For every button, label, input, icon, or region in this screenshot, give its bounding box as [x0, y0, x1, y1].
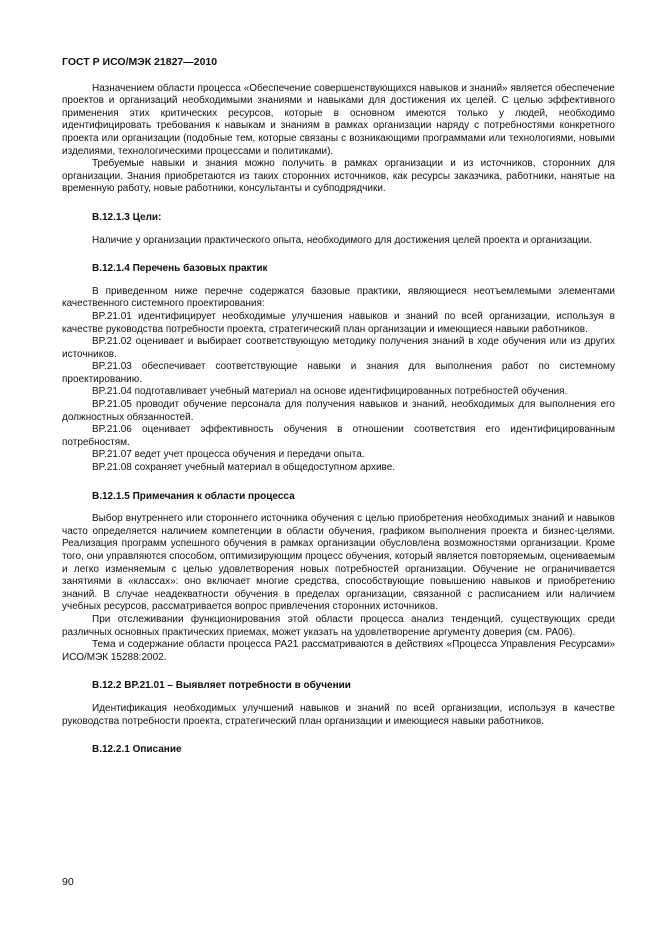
section-paragraph: Идентификация необходимых улучшений навыков и знаний по всей организации, используя в качестве руководства потребности проекта, стратегический план организации и имеющиеся навыки работников. — [62, 702, 615, 727]
section-heading-b1214: В.12.1.4 Перечень базовых практик — [92, 263, 268, 275]
practice-item: BP.21.07 ведет учет процесса обучения и передачи опыта. — [92, 449, 365, 461]
intro-paragraph: Назначением области процесса «Обеспечение совершенствующихся навыков и знаний» является обеспечение проектов и организаций необходимыми знаниями и навыками для достижения их целей. С целью эффективного применения этих критических ресурсов, которые в основном имеются только у людей, необходимо идентифицировать требования к навыкам и знаниям в рамках организации наряду с потребностями конкретного проекта или организации (подобные тем, которые связаны с возникающими программами или технологиями, новыми изделиями, технологическими процессами и политиками). — [62, 82, 615, 157]
document-header: ГОСТ Р ИСО/МЭК 21827—2010 — [62, 56, 218, 68]
section-heading-b122: В.12.2 BP.21.01 – Выявляет потребности в обучении — [92, 680, 351, 692]
practice-item: BP.21.01 идентифицирует необходимые улучшения навыков и знаний по всей организации, используя в качестве руководства потребности проекта, стратегический план организации и имеющиеся навыки работников. — [62, 310, 615, 335]
document-page — [62, 56, 615, 767]
section-paragraph: Выбор внутреннего или стороннего источника обучения с целью приобретения необходимых знаний и навыков часто определяется наличием компетенции в области обучения, графиком выполнения проекта и бизнес-целями. Реализация программ успешного обучения в рамках организации обусловлена возможностями организации. Кроме того, они управляются способом, оптимизирующим процесс обучения, который является повторяемым, оцениваемым и легко изменяемым с целью удовлетворения новых потребностей организации. Обучение не ограничивается занятиями в «классах»: оно включает многие средства, способствующие повышению навыков и приобретению знаний. В случае неадекватности обучения в пределах организации, связанной с расписанием или наличием учебных ресурсов, рассматривается вопрос привлечения сторонних источников. — [62, 513, 615, 613]
section-heading-b1213: В.12.1.3 Цели: — [92, 211, 162, 223]
practice-item: BP.21.08 сохраняет учебный материал в общедоступном архиве. — [92, 462, 396, 474]
section-heading-b1215: В.12.1.5 Примечания к области процесса — [92, 490, 295, 502]
practice-item: BP.21.06 оценивает эффективность обучения в отношении соответствия его идентифицированным потребностям. — [62, 424, 615, 448]
section-paragraph: При отслеживании функционирования этой области процесса анализ тенденций, существующих среди различных основных практических приемах, может указать на удовлетворение аргументу доверия (см. РА06). — [62, 613, 615, 638]
practice-item: BP.21.02 оценивает и выбирает соответствующую методику получения знаний в ходе обучения или из других источников. — [62, 336, 615, 360]
section-paragraph: В приведенном ниже перечне содержатся базовые практики, являющиеся неотъемлемыми элементами качественного системного проектирования: — [62, 285, 615, 310]
section-heading-b1221: В.12.2.1 Описание — [92, 744, 182, 756]
section-paragraph: Наличие у организации практического опыта, необходимого для достижения целей проекта и организации. — [92, 234, 592, 246]
practice-item: BP.21.05 проводит обучение персонала для получения навыков и знаний, необходимых для выполнения его должностных обязанностей. — [62, 399, 615, 423]
practice-item: BP.21.03 обеспечивает соответствующие навыки и знания для выполнения работ по системному проектированию. — [62, 361, 615, 385]
intro-paragraph: Требуемые навыки и знания можно получить в рамках организации и из источников, сторонних для организации. Знания приобретаются из таких сторонних источников, как ресурсы заказчика, работники, нанятые на временную работу, новые работники, консультанты и субподрядчики. — [62, 158, 615, 195]
section-paragraph: Тема и содержание области процесса РА21 рассматриваются в действиях «Процесса Управления Ресурсами» ИСО/МЭК 15288:2002. — [62, 639, 615, 663]
practice-item: BP.21.04 подготавливает учебный материал на основе идентифицированных потребностей обучения. — [92, 386, 568, 398]
page-number: 90 — [62, 876, 74, 888]
